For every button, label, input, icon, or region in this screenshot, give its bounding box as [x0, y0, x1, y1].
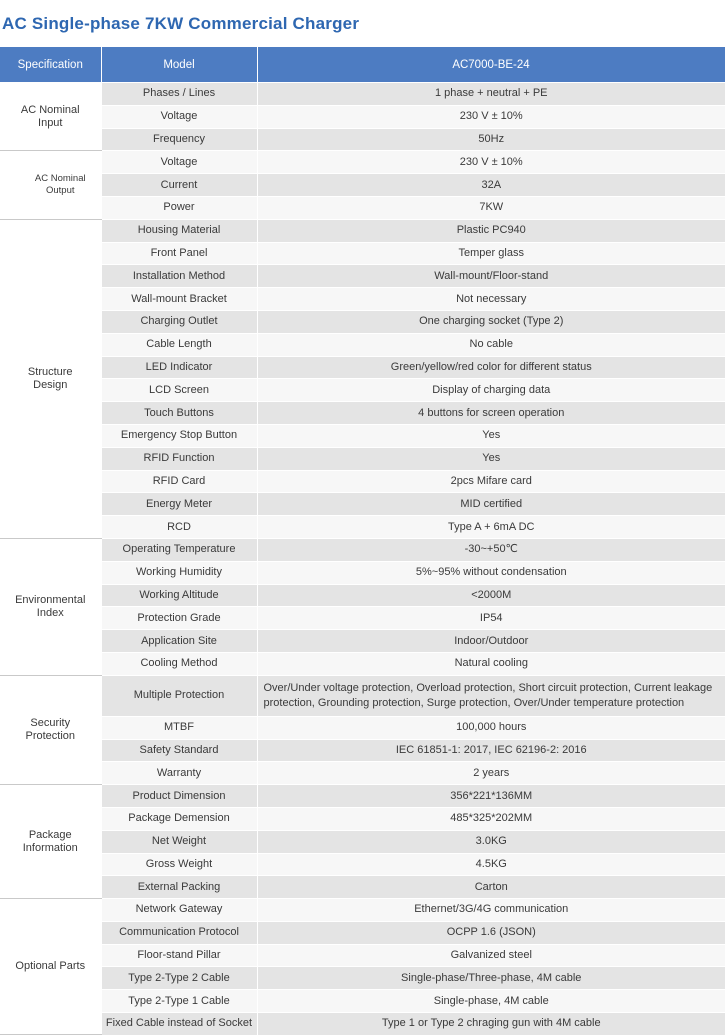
- parameter-cell: External Packing: [101, 876, 257, 899]
- value-cell: Single-phase, 4M cable: [257, 990, 725, 1013]
- value-cell: 2pcs Mifare card: [257, 470, 725, 493]
- parameter-cell: Touch Buttons: [101, 402, 257, 425]
- header-model: Model: [101, 47, 257, 83]
- table-row: [0, 561, 725, 584]
- table-row: [0, 538, 725, 561]
- value-cell: 7KW: [257, 196, 725, 219]
- table-row: [0, 83, 725, 106]
- parameter-cell: Frequency: [101, 128, 257, 151]
- page-title: AC Single-phase 7KW Commercial Charger: [2, 14, 360, 33]
- table-row: [0, 607, 725, 630]
- spec-table-body: [0, 83, 725, 1035]
- table-row: [0, 379, 725, 402]
- value-cell: IEC 61851-1: 2017, IEC 62196-2: 2016: [257, 739, 725, 762]
- value-cell: 1 phase + neutral + PE: [257, 83, 725, 106]
- parameter-cell: Housing Material: [101, 219, 257, 242]
- value-cell: Not necessary: [257, 288, 725, 311]
- parameter-cell: Charging Outlet: [101, 310, 257, 333]
- category-cell: AC Nominal Input: [0, 83, 101, 151]
- table-row: [0, 196, 725, 219]
- parameter-cell: Power: [101, 196, 257, 219]
- value-cell: Type 1 or Type 2 chraging gun with 4M cable: [257, 1013, 725, 1035]
- parameter-cell: Communication Protocol: [101, 921, 257, 944]
- parameter-cell: Cable Length: [101, 333, 257, 356]
- table-header-row: [0, 47, 725, 83]
- table-row: [0, 310, 725, 333]
- table-row: [0, 652, 725, 675]
- value-cell: Display of charging data: [257, 379, 725, 402]
- parameter-cell: Working Altitude: [101, 584, 257, 607]
- table-row: [0, 265, 725, 288]
- value-cell: IP54: [257, 607, 725, 630]
- parameter-cell: RFID Card: [101, 470, 257, 493]
- value-cell: Indoor/Outdoor: [257, 630, 725, 653]
- parameter-cell: Phases / Lines: [101, 83, 257, 106]
- table-row: [0, 675, 725, 716]
- parameter-cell: Operating Temperature: [101, 538, 257, 561]
- parameter-cell: Wall-mount Bracket: [101, 288, 257, 311]
- category-cell: AC Nominal Output: [0, 151, 101, 219]
- parameter-cell: LCD Screen: [101, 379, 257, 402]
- parameter-cell: Protection Grade: [101, 607, 257, 630]
- parameter-cell: Voltage: [101, 151, 257, 174]
- table-row: [0, 830, 725, 853]
- parameter-cell: Cooling Method: [101, 652, 257, 675]
- value-cell: MID certified: [257, 493, 725, 516]
- table-row: [0, 402, 725, 425]
- value-cell: No cable: [257, 333, 725, 356]
- parameter-cell: Working Humidity: [101, 561, 257, 584]
- parameter-cell: Type 2-Type 1 Cable: [101, 990, 257, 1013]
- parameter-cell: Current: [101, 174, 257, 197]
- value-cell: Single-phase/Three-phase, 4M cable: [257, 967, 725, 990]
- table-row: [0, 447, 725, 470]
- value-cell: Galvanized steel: [257, 944, 725, 967]
- header-specification: Specification: [0, 47, 101, 83]
- parameter-cell: MTBF: [101, 716, 257, 739]
- value-cell: OCPP 1.6 (JSON): [257, 921, 725, 944]
- category-cell: Package Information: [0, 785, 101, 899]
- parameter-cell: Product Dimension: [101, 785, 257, 808]
- table-row: [0, 470, 725, 493]
- table-row: [0, 584, 725, 607]
- table-row: [0, 876, 725, 899]
- table-row: [0, 762, 725, 785]
- parameter-cell: Front Panel: [101, 242, 257, 265]
- spec-table: [0, 47, 725, 1035]
- value-cell: 485*325*202MM: [257, 807, 725, 830]
- value-cell: 2 years: [257, 762, 725, 785]
- parameter-cell: Emergency Stop Button: [101, 424, 257, 447]
- value-cell: 100,000 hours: [257, 716, 725, 739]
- table-row: [0, 242, 725, 265]
- value-cell: 50Hz: [257, 128, 725, 151]
- category-cell: Security Protection: [0, 675, 101, 784]
- value-cell: Wall-mount/Floor-stand: [257, 265, 725, 288]
- table-row: [0, 288, 725, 311]
- value-cell: 4.5KG: [257, 853, 725, 876]
- table-row: [0, 990, 725, 1013]
- header-model-value: AC7000-BE-24: [257, 47, 725, 83]
- value-cell: 230 V ± 10%: [257, 105, 725, 128]
- table-row: [0, 944, 725, 967]
- parameter-cell: Gross Weight: [101, 853, 257, 876]
- parameter-cell: Application Site: [101, 630, 257, 653]
- value-cell: One charging socket (Type 2): [257, 310, 725, 333]
- table-row: [0, 105, 725, 128]
- parameter-cell: Voltage: [101, 105, 257, 128]
- parameter-cell: Installation Method: [101, 265, 257, 288]
- table-row: [0, 921, 725, 944]
- value-cell: Temper glass: [257, 242, 725, 265]
- value-cell: 3.0KG: [257, 830, 725, 853]
- parameter-cell: RFID Function: [101, 447, 257, 470]
- parameter-cell: Network Gateway: [101, 899, 257, 922]
- value-cell: 230 V ± 10%: [257, 151, 725, 174]
- category-cell: Optional Parts: [0, 899, 101, 1035]
- table-row: [0, 716, 725, 739]
- value-cell: Yes: [257, 447, 725, 470]
- table-row: [0, 630, 725, 653]
- value-cell: 356*221*136MM: [257, 785, 725, 808]
- value-cell: Green/yellow/red color for different status: [257, 356, 725, 379]
- table-row: [0, 739, 725, 762]
- value-cell: 32A: [257, 174, 725, 197]
- value-cell: Type A + 6mA DC: [257, 516, 725, 539]
- table-row: [0, 356, 725, 379]
- parameter-cell: Net Weight: [101, 830, 257, 853]
- table-row: [0, 219, 725, 242]
- table-row: [0, 333, 725, 356]
- parameter-cell: Energy Meter: [101, 493, 257, 516]
- table-row: [0, 899, 725, 922]
- table-row: [0, 785, 725, 808]
- table-row: [0, 424, 725, 447]
- table-row: [0, 967, 725, 990]
- value-cell: Over/Under voltage protection, Overload protection, Short circuit protection, Current leakage protection, Grounding protection, Surge protection, Over/Under temperature protection: [257, 675, 725, 716]
- parameter-cell: Package Demension: [101, 807, 257, 830]
- value-cell: Yes: [257, 424, 725, 447]
- category-cell: Structure Design: [0, 219, 101, 538]
- table-row: [0, 174, 725, 197]
- value-cell: Plastic PC940: [257, 219, 725, 242]
- value-cell: Ethernet/3G/4G communication: [257, 899, 725, 922]
- parameter-cell: Warranty: [101, 762, 257, 785]
- table-row: [0, 151, 725, 174]
- parameter-cell: Floor-stand Pillar: [101, 944, 257, 967]
- parameter-cell: Safety Standard: [101, 739, 257, 762]
- value-cell: Natural cooling: [257, 652, 725, 675]
- parameter-cell: Type 2-Type 2 Cable: [101, 967, 257, 990]
- parameter-cell: RCD: [101, 516, 257, 539]
- table-row: [0, 128, 725, 151]
- value-cell: <2000M: [257, 584, 725, 607]
- value-cell: 5%~95% without condensation: [257, 561, 725, 584]
- table-row: [0, 807, 725, 830]
- value-cell: 4 buttons for screen operation: [257, 402, 725, 425]
- table-row: [0, 516, 725, 539]
- value-cell: -30~+50℃: [257, 538, 725, 561]
- value-cell: Carton: [257, 876, 725, 899]
- category-cell: Environmental Index: [0, 538, 101, 675]
- parameter-cell: Fixed Cable instead of Socket: [101, 1013, 257, 1035]
- table-row: [0, 493, 725, 516]
- parameter-cell: Multiple Protection: [101, 675, 257, 716]
- table-row: [0, 853, 725, 876]
- parameter-cell: LED Indicator: [101, 356, 257, 379]
